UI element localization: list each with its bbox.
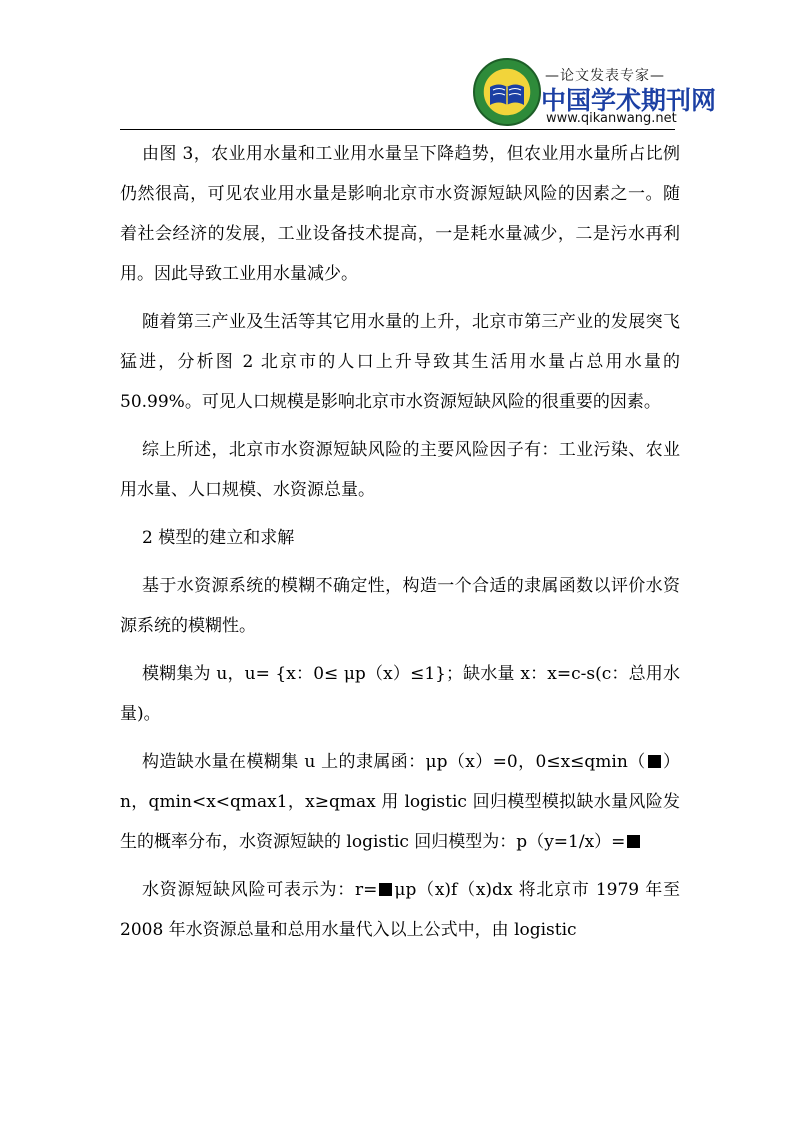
paragraph-7 (120, 870, 686, 950)
header-divider (120, 129, 675, 130)
article-body (120, 134, 686, 958)
paragraph-7-part-b: μp（x)f（x)dx 将北京市 1979 年至 2008 年水资源总量和总用水量代入以上公式中，由 logistic (120, 880, 686, 940)
paragraph-5: 模糊集为 u，u= {x：0≤ μp（x）≤1}；缺水量 x：x=c-s(c：总用水量)。 (120, 664, 680, 724)
black-square-icon (379, 883, 392, 896)
paragraph-6-part-b: ）n，qmin<x<qmax1，x≥qmax 用 logistic 回归模型模拟缺水量风险发生的概率分布，水资源短缺的 logistic 回归模型为：p（y=1/x）= (120, 752, 680, 852)
paragraph-6-part-a: 构造缺水量在模糊集 u 上的隶属函：μp（x）=0，0≤x≤qmin（ (142, 752, 646, 772)
page-header (0, 0, 794, 132)
logo-site-name[interactable]: 中国学术期刊网 (541, 86, 717, 115)
paragraph-1: 由图 3，农业用水量和工业用水量呈下降趋势，但农业用水量所占比例仍然很高，可见农业用水量是影响北京市水资源短缺风险的因素之一。随着社会经济的发展，工业设备技术提高，一是耗水量减少，二是污水再利用。因此导致工业用水量减少。 (120, 144, 680, 284)
black-square-icon (648, 755, 661, 768)
paragraph-7-part-a: 水资源短缺风险可表示为：r= (142, 880, 378, 900)
logo-tagline: —论文发表专家— (545, 68, 665, 84)
paragraph-3: 综上所述，北京市水资源短缺风险的主要风险因子有：工业污染、农业用水量、人口规模、水资源总量。 (120, 440, 680, 500)
black-square-icon (627, 835, 640, 848)
logo-url[interactable]: www.qikanwang.net (546, 111, 677, 126)
book-globe-icon (472, 57, 542, 127)
paragraph-6 (120, 742, 680, 862)
paragraph-2: 随着第三产业及生活等其它用水量的上升，北京市第三产业的发展突飞猛进，分析图 2 北京市的人口上升导致其生活用水量占总用水量的 50.99%。可见人口规模是影响北京市水资源短缺风险的很重要的因素。 (120, 312, 680, 412)
paragraph-4: 基于水资源系统的模糊不确定性，构造一个合适的隶属函数以评价水资源系统的模糊性。 (120, 576, 680, 636)
section-heading-2: 2 模型的建立和求解 (142, 528, 295, 548)
